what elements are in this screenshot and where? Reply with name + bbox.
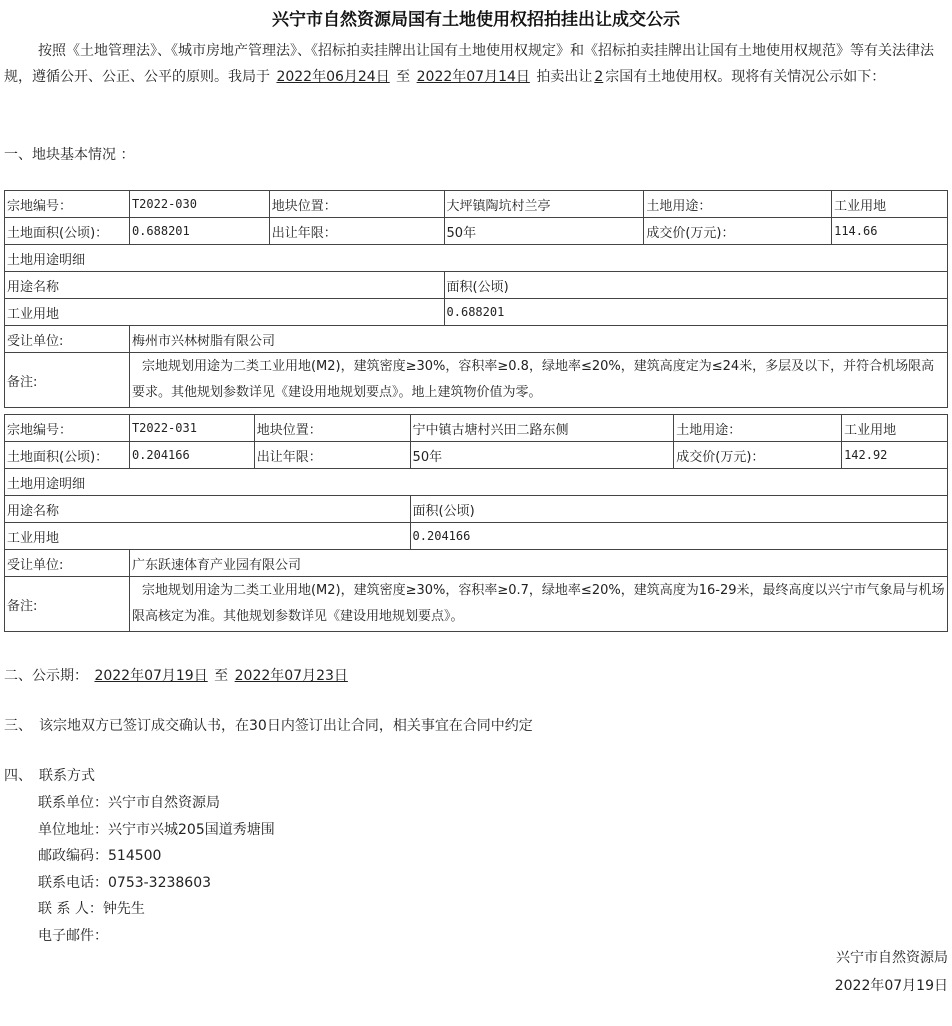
section-2-label: 二、公示期： — [4, 668, 88, 684]
contact-person: 联 系 人：钟先生 — [38, 901, 145, 917]
intro-date-from: 2022年06月24日 — [276, 69, 390, 85]
contact-address: 单位地址：兴宁市兴城205国道秀塘围 — [38, 821, 275, 838]
intro-to: 至 — [396, 69, 411, 85]
parcel-remark — [129, 353, 947, 408]
label-transferee: 受让单位: — [5, 326, 130, 353]
parcel-table-2 — [4, 414, 948, 632]
label-area-ha: 面积(公顷) — [444, 272, 947, 299]
table-row — [5, 326, 948, 353]
parcel-area: 0.204166 — [129, 442, 254, 469]
label-term: 出让年限： — [254, 442, 410, 469]
parcel-table-1 — [4, 190, 948, 408]
label-location: 地块位置： — [254, 415, 410, 442]
section-2 — [4, 665, 350, 685]
parcel-location: 大坪镇陶坑村兰亭 — [444, 191, 644, 218]
table-row — [5, 496, 948, 523]
parcel-usage: 工业用地 — [832, 191, 948, 218]
label-remark: 备注: — [5, 577, 130, 632]
publicity-to: 至 — [214, 668, 229, 684]
detail-usage: 工业用地 — [5, 299, 445, 326]
detail-area: 0.688201 — [444, 299, 947, 326]
label-remark: 备注: — [5, 353, 130, 408]
parcel-remark-text: 宗地规划用途为二类工业用地(M2)，建筑密度≥30%，容积率≥0.7，绿地率≤20%，建筑高度为16-29米，最终高度以兴宁市气象局与机场限高核定为准。其他规划参数详见《建设用地规划要点》。 — [131, 583, 945, 624]
label-area: 土地面积(公顷)： — [5, 442, 130, 469]
label-usage: 土地用途： — [644, 191, 832, 218]
label-area-ha: 面积(公顷) — [410, 496, 947, 523]
table-row — [5, 523, 948, 550]
parcel-remark-text: 宗地规划用途为二类工业用地(M2)，建筑密度≥30%，容积率≥0.8，绿地率≤20%，建筑高度定为≤24米，多层及以下，并符合机场限高要求。其他规划参数详见《建设用地规划要点》。地上建筑物价值为零。 — [131, 359, 935, 400]
section-4-heading: 四、 联系方式 — [4, 768, 95, 784]
parcel-transferee: 梅州市兴林树脂有限公司 — [129, 326, 947, 353]
label-usage: 土地用途： — [674, 415, 842, 442]
table-row — [5, 245, 948, 272]
contact-phone: 联系电话：0753-3238603 — [38, 874, 212, 891]
intro-text-2: 拍卖出让 — [536, 69, 593, 85]
intro-text-3: 宗国有土地使用权。现将有关情况公示如下： — [605, 69, 886, 85]
table-row — [5, 415, 948, 442]
table-row — [5, 550, 948, 577]
table-row — [5, 353, 948, 408]
label-price: 成交价(万元)： — [674, 442, 842, 469]
table-row — [5, 191, 948, 218]
label-usage-name: 用途名称 — [5, 272, 445, 299]
detail-area: 0.204166 — [410, 523, 947, 550]
intro-paragraph — [4, 38, 948, 90]
table-row — [5, 469, 948, 496]
contact-block — [38, 790, 275, 949]
parcel-price: 114.66 — [832, 218, 948, 245]
label-price: 成交价(万元)： — [644, 218, 832, 245]
parcel-remark — [129, 577, 947, 632]
parcel-area: 0.688201 — [129, 218, 269, 245]
table-row — [5, 218, 948, 245]
publicity-date-to: 2022年07月23日 — [234, 668, 348, 684]
detail-usage: 工业用地 — [5, 523, 411, 550]
label-location: 地块位置： — [269, 191, 444, 218]
section-1-heading: 一、地块基本情况 ： — [4, 147, 135, 163]
label-area: 土地面积(公顷)： — [5, 218, 130, 245]
table-row — [5, 299, 948, 326]
contact-email: 电子邮件： — [38, 927, 108, 944]
parcel-location: 宁中镇古塘村兴田二路东侧 — [410, 415, 674, 442]
parcel-no: T2022-031 — [129, 415, 254, 442]
signature-block — [835, 944, 948, 1000]
label-term: 出让年限： — [269, 218, 444, 245]
intro-date-to: 2022年07月14日 — [416, 69, 530, 85]
label-detail: 土地用途明细 — [5, 245, 948, 272]
parcel-term: 50年 — [444, 218, 644, 245]
label-parcel-no: 宗地编号： — [5, 415, 130, 442]
table-row — [5, 577, 948, 632]
table-row — [5, 272, 948, 299]
parcel-no: T2022-030 — [129, 191, 269, 218]
parcel-price: 142.92 — [842, 442, 948, 469]
signature-date: 2022年07月19日 — [834, 978, 948, 994]
contact-unit: 联系单位：兴宁市自然资源局 — [38, 795, 220, 811]
section-3: 三、 该宗地双方已签订成交确认书，在30日内签订出让合同，相关事宜在合同中约定 — [4, 718, 533, 734]
intro-count: 2 — [594, 69, 604, 85]
table-row — [5, 442, 948, 469]
signature-org: 兴宁市自然资源局 — [836, 950, 948, 966]
page-title: 兴宁市自然资源局国有土地使用权招拍挂出让成交公示 — [272, 10, 680, 30]
contact-postcode: 邮政编码：514500 — [38, 848, 162, 864]
parcel-usage: 工业用地 — [842, 415, 948, 442]
parcel-transferee: 广东跃速体育产业园有限公司 — [129, 550, 947, 577]
publicity-date-from: 2022年07月19日 — [94, 668, 208, 684]
parcel-term: 50年 — [410, 442, 674, 469]
intro-text-1: 按照《土地管理法》、《城市房地产管理法》、《招标拍卖挂牌出让国有土地使用权规定》和《招标拍卖挂牌出让国有土地使用权规范》等有关法律法规，遵循公开、公正、公平的原则。我局于 — [4, 43, 934, 85]
label-detail: 土地用途明细 — [5, 469, 948, 496]
label-parcel-no: 宗地编号： — [5, 191, 130, 218]
label-transferee: 受让单位: — [5, 550, 130, 577]
label-usage-name: 用途名称 — [5, 496, 411, 523]
